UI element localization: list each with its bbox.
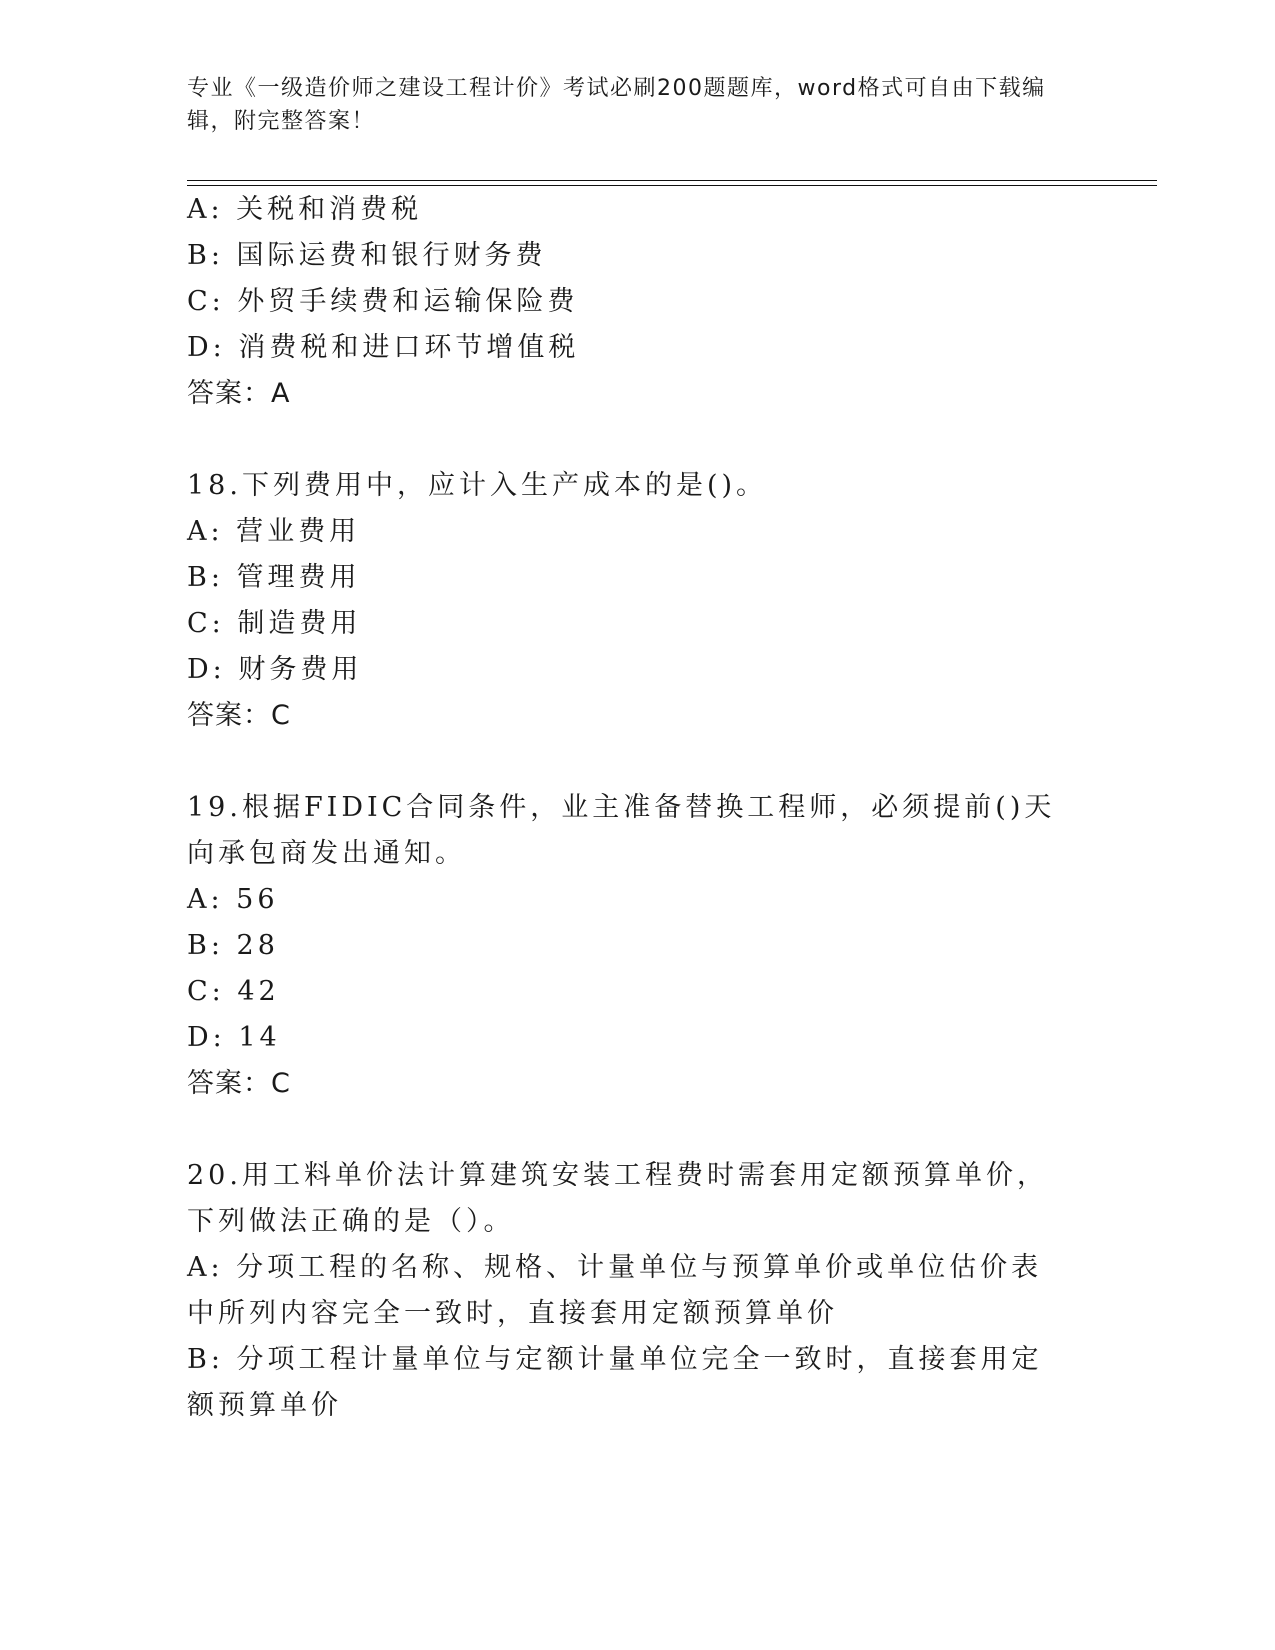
question-text: 19.根据FIDIC合同条件，业主准备替换工程师，必须提前()天向承包商发出通知。: [187, 792, 1056, 869]
spacer: [187, 1107, 1087, 1153]
option-d: D: 14: [187, 1022, 281, 1053]
option-c: C: 外贸手续费和运输保险费: [187, 286, 579, 317]
answer-label: 答案：C: [187, 1068, 291, 1099]
question-18: [187, 463, 1087, 739]
option-b: B: 国际运费和银行财务费: [187, 240, 547, 271]
header-divider-bottom: [187, 185, 1157, 186]
question-17: [187, 187, 1087, 417]
option-d: D: 消费税和进口环节增值税: [187, 332, 580, 363]
document-header: 专业《一级造价师之建设工程计价》考试必刷200题题库，word格式可自由下载编辑，附完整答案！: [187, 76, 1046, 134]
option-a: A: 营业费用: [187, 516, 361, 547]
option-c: C: 制造费用: [187, 608, 362, 639]
spacer: [187, 739, 1087, 785]
question-20: [187, 1153, 1087, 1429]
option-a: A: 分项工程的名称、规格、计量单位与预算单价或单位估价表中所列内容完全一致时，直接套用定额预算单价: [187, 1252, 1043, 1329]
answer-label: 答案：C: [187, 700, 291, 731]
option-b: B: 分项工程计量单位与定额计量单位完全一致时，直接套用定额预算单价: [187, 1344, 1043, 1421]
option-a: A: 56: [187, 884, 279, 915]
option-d: D: 财务费用: [187, 654, 363, 685]
option-a: A: 关税和消费税: [187, 194, 423, 225]
question-19: [187, 785, 1087, 1107]
question-text: 18.下列费用中，应计入生产成本的是()。: [187, 470, 768, 501]
option-b: B: 28: [187, 930, 279, 961]
question-text: 20.用工料单价法计算建筑安装工程费时需套用定额预算单价，下列做法正确的是（）。: [187, 1160, 1048, 1237]
answer-label: 答案：A: [187, 378, 291, 409]
option-c: C: 42: [187, 976, 280, 1007]
header-divider-top: [187, 180, 1157, 181]
option-b: B: 管理费用: [187, 562, 361, 593]
spacer: [187, 417, 1087, 463]
question-content: [187, 187, 1087, 1429]
